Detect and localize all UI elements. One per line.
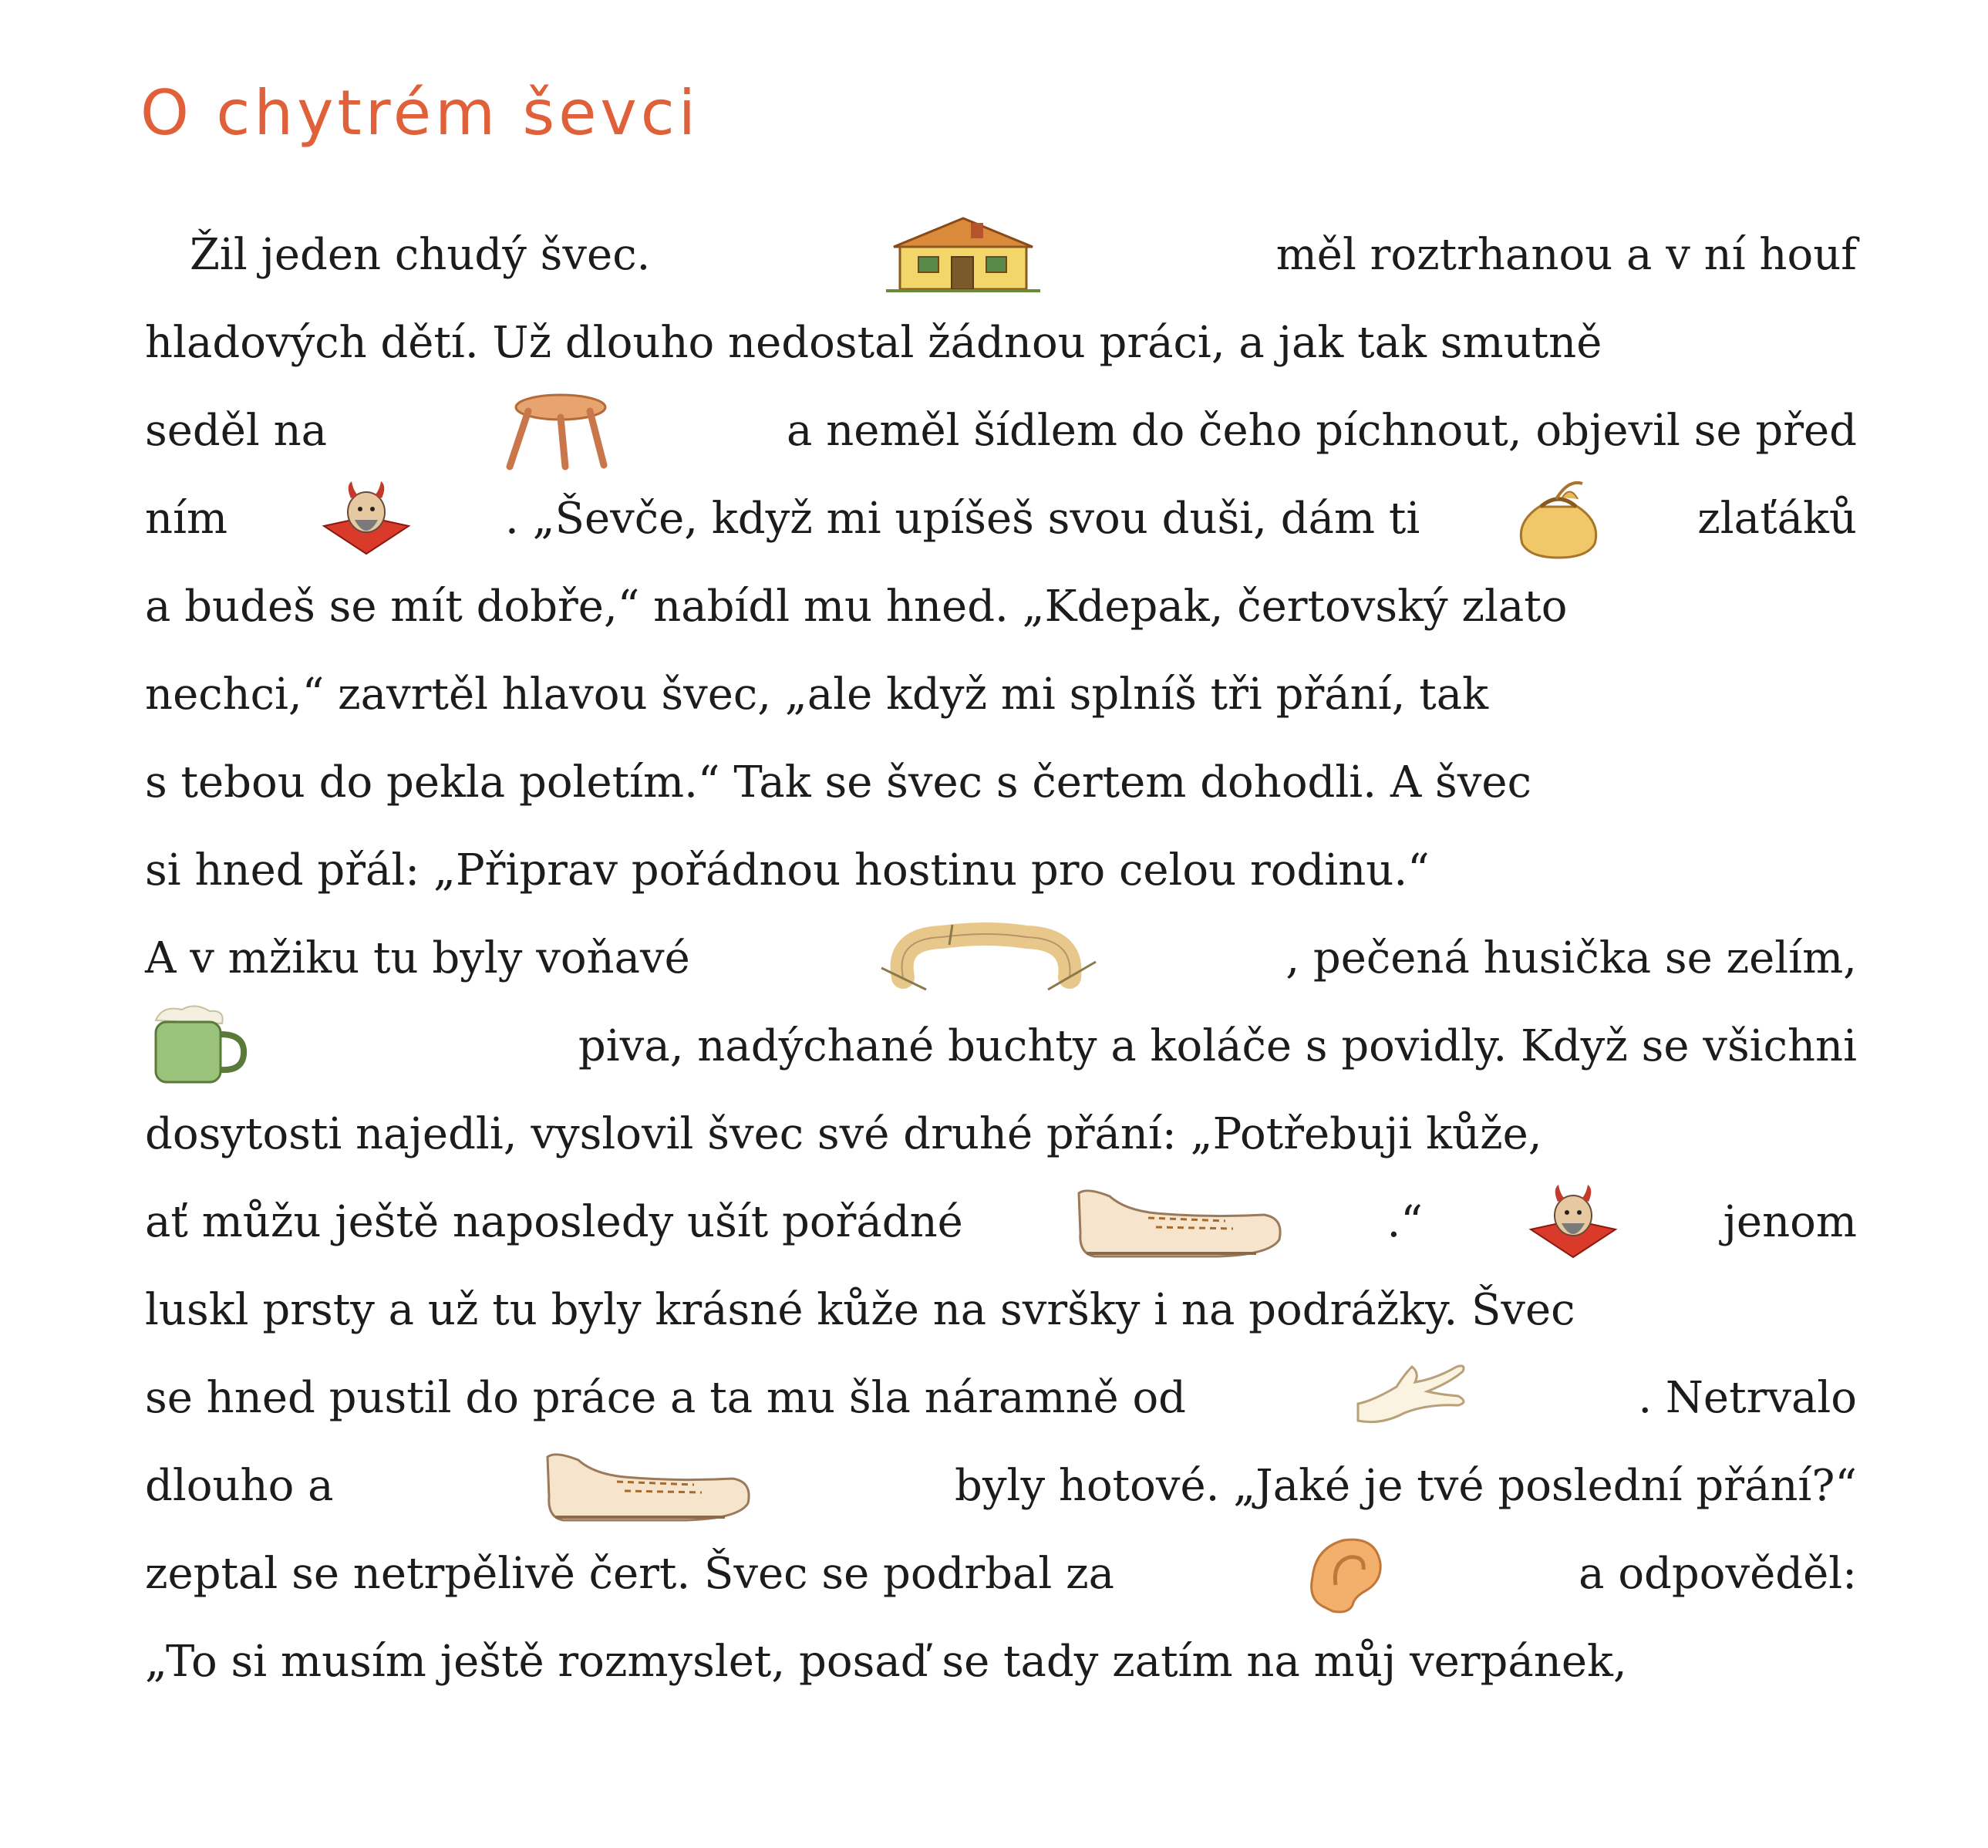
text-line bbox=[145, 744, 1857, 821]
text-segment: byly hotové. „Jaké je tvé poslední přání?“ bbox=[955, 1460, 1857, 1511]
text-segment: jenom bbox=[1723, 1196, 1857, 1247]
ear-icon bbox=[1300, 1531, 1393, 1616]
shoe-icon bbox=[1063, 1179, 1287, 1264]
money-bag-icon bbox=[1508, 476, 1609, 561]
text-segment: seděl na bbox=[145, 405, 328, 456]
text-segment: zeptal se netrpělivě čert. Švec se podrbal za bbox=[145, 1548, 1115, 1599]
text-segment: a budeš se mít dobře,“ nabídl mu hned. „Kdepak, čertovský zlato bbox=[145, 581, 1568, 632]
text-line bbox=[145, 656, 1857, 733]
text-line bbox=[145, 1535, 1857, 1612]
sausages-icon bbox=[872, 916, 1104, 1000]
text-line bbox=[145, 919, 1857, 997]
text-segment: „To si musím ještě rozmyslet, posaď se tady zatím na můj verpánek, bbox=[145, 1636, 1627, 1687]
text-segment: ním bbox=[145, 493, 228, 544]
devil-icon bbox=[1523, 1183, 1623, 1260]
text-segment: Žil jeden chudý švec. bbox=[190, 229, 651, 280]
text-line bbox=[145, 1623, 1857, 1700]
text-line bbox=[145, 831, 1857, 909]
text-line bbox=[145, 304, 1857, 381]
text-line bbox=[145, 568, 1857, 645]
text-segment: si hned přál: „Připrav pořádnou hostinu pro celou rodinu.“ bbox=[145, 845, 1430, 895]
text-line bbox=[145, 1447, 1857, 1524]
text-line bbox=[145, 1007, 1857, 1084]
text-segment: dosytosti najedli, vyslovil švec své druhé přání: „Potřebuji kůže, bbox=[145, 1108, 1542, 1159]
text-line bbox=[145, 480, 1857, 557]
text-segment: se hned pustil do práce a ta mu šla náramně od bbox=[145, 1372, 1187, 1423]
text-line bbox=[190, 216, 1857, 293]
text-segment: měl roztrhanou a v ní houf bbox=[1275, 229, 1857, 280]
beer-mug-icon bbox=[145, 1003, 253, 1088]
text-segment: piva, nadýchané buchty a koláče s povidly. Když se všichni bbox=[578, 1020, 1857, 1071]
text-segment: . Netrvalo bbox=[1638, 1372, 1857, 1423]
text-line bbox=[145, 1095, 1857, 1172]
hand-icon bbox=[1350, 1359, 1474, 1436]
text-segment: . „Ševče, když mi upíšeš svou duši, dám ti bbox=[505, 493, 1420, 544]
text-segment: , pečená husička se zelím, bbox=[1285, 932, 1857, 983]
text-line bbox=[145, 1359, 1857, 1436]
text-line bbox=[145, 392, 1857, 469]
text-segment: ať můžu ještě naposledy ušít pořádné bbox=[145, 1196, 963, 1247]
text-line bbox=[145, 1271, 1857, 1348]
text-segment: nechci,“ zavrtěl hlavou švec, „ale když mi splníš tři přání, tak bbox=[145, 669, 1489, 720]
story-title: O chytrém ševci bbox=[140, 77, 699, 149]
house-icon bbox=[878, 212, 1048, 297]
text-segment: a neměl šídlem do čeho píchnout, objevil se před bbox=[787, 405, 1857, 456]
text-segment: .“ bbox=[1387, 1196, 1423, 1247]
text-segment: luskl prsty a už tu byly krásné kůže na svršky i na podrážky. Švec bbox=[145, 1284, 1575, 1335]
text-line bbox=[145, 1183, 1857, 1260]
text-segment: a odpověděl: bbox=[1579, 1548, 1857, 1599]
text-segment: dlouho a bbox=[145, 1460, 334, 1511]
devil-icon bbox=[316, 480, 416, 557]
text-segment: hladových dětí. Už dlouho nedostal žádnou práci, a jak tak smutně bbox=[145, 317, 1602, 368]
shoe-icon bbox=[532, 1443, 756, 1528]
text-segment: s tebou do pekla poletím.“ Tak se švec s čertem dohodli. A švec bbox=[145, 757, 1531, 808]
text-segment: A v mžiku tu byly voňavé bbox=[145, 932, 690, 983]
stool-icon bbox=[499, 388, 615, 473]
text-segment: zlaťáků bbox=[1697, 493, 1857, 544]
